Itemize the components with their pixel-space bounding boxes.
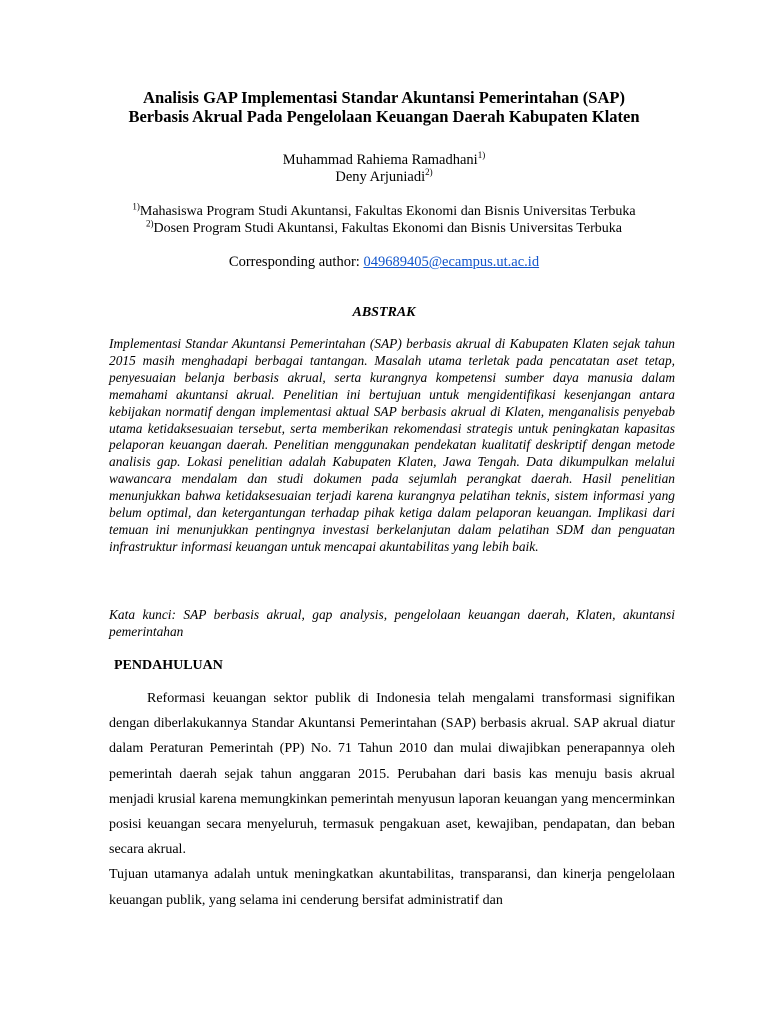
author-1-name: Muhammad Rahiema Ramadhani [282,152,478,168]
author-1 [60,152,708,169]
section-heading-introduction: PENDAHULUAN [114,658,223,673]
affiliation-1-superscript: 1) [132,201,140,212]
abstract-text: Implementasi Standar Akuntansi Pemerintahan (SAP) berbasis akrual di Kabupaten Klaten sejak tahun 2015 masih menghadapi berbagai tantangan. Masalah utama terletak pada pencatatan aset tetap, penyesuaian belanja berbasis akrual, serta kurangnya kompetensi sumber daya manusia dalam memahami akuntansi akrual. Penelitian ini bertujuan untuk mengidentifikasi kesenjangan antara kebijakan normatif dengan implementasi aktual SAP berbasis akrual di Klaten, menganalisis penyebab utama ketidaksesuaian tersebut, serta memberikan rekomendasi strategis untuk peningkatan kapasitas pelaporan keuangan daerah. Penelitian menggunakan pendekatan kualitatif deskriptif dengan metode analisis gap. Lokasi penelitian adalah Kabupaten Klaten, Jawa Tengah. Data dikumpulkan melalui wawancara mendalam dan studi dokumen pada sejumlah perangkat daerah. Hasil penelitian menunjukkan bahwa ketidaksesuaian terjadi karena kurangnya pelatihan teknis, sistem informasi yang belum optimal, dan ketergantungan terhadap pihak ketiga dalam pelaporan keuangan. Implikasi dari temuan ini menunjukkan pentingnya investasi berkelanjutan dalam pelatihan SDM dan penguatan infrastruktur informasi keuangan untuk mencapai akuntabilitas yang lebih baik. [109,336,675,554]
title-line-2: Berbasis Akrual Pada Pengelolaan Keuangan Daerah Kabupaten Klaten [128,107,640,126]
author-2 [60,169,708,186]
corresponding-author [60,254,708,271]
affiliation-2-text: Dosen Program Studi Akuntansi, Fakultas Ekonomi dan Bisnis Universitas Terbuka [153,221,622,236]
affiliation-list [60,203,708,237]
abstract-heading: ABSTRAK [352,305,416,320]
affiliation-1-text: Mahasiswa Program Studi Akuntansi, Fakultas Ekonomi dan Bisnis Universitas Terbuka [139,204,636,219]
paper-title [60,88,708,126]
introduction-body [109,686,675,913]
title-line-1: Analisis GAP Implementasi Standar Akuntansi Pemerintahan (SAP) [143,88,625,107]
affiliation-2-superscript: 2) [145,218,154,229]
author-2-name: Deny Arjuniadi [335,169,426,185]
introduction-paragraph-2: Tujuan utamanya adalah untuk meningkatkan akuntabilitas, transparansi, dan kinerja pengelolaan keuangan publik, yang selama ini cenderung bersifat administratif dan [109,867,675,908]
introduction-paragraph-1: Reformasi keuangan sektor publik di Indonesia telah mengalami transformasi signifikan dengan diberlakukannya Standar Akuntansi Pemerintahan (SAP) berbasis akrual. SAP akrual diatur dalam Peraturan Pemerintah (PP) No. 71 Tahun 2010 dan mulai diwajibkan penerapannya oleh pemerintah daerah sejak tahun anggaran 2015. Perubahan dari basis kas menuju basis akrual menjadi krusial karena memungkinkan pemerintah menyusun laporan keuangan yang mencerminkan posisi keuangan secara menyeluruh, termasuk pengakuan aset, kewajiban, pendapatan, dan beban secara akrual. [109,691,675,858]
affiliation-1 [60,203,708,220]
keywords: Kata kunci: SAP berbasis akrual, gap analysis, pengelolaan keuangan daerah, Klaten, akuntansi pemerintahan [109,607,675,639]
corresponding-email-link[interactable]: 049689405@ecampus.ut.ac.id [363,254,540,270]
author-1-superscript: 1) [477,150,486,161]
affiliation-2 [60,220,708,237]
author-list [60,152,708,186]
author-2-superscript: 2) [425,167,433,178]
corresponding-author-label: Corresponding author: [228,254,364,270]
